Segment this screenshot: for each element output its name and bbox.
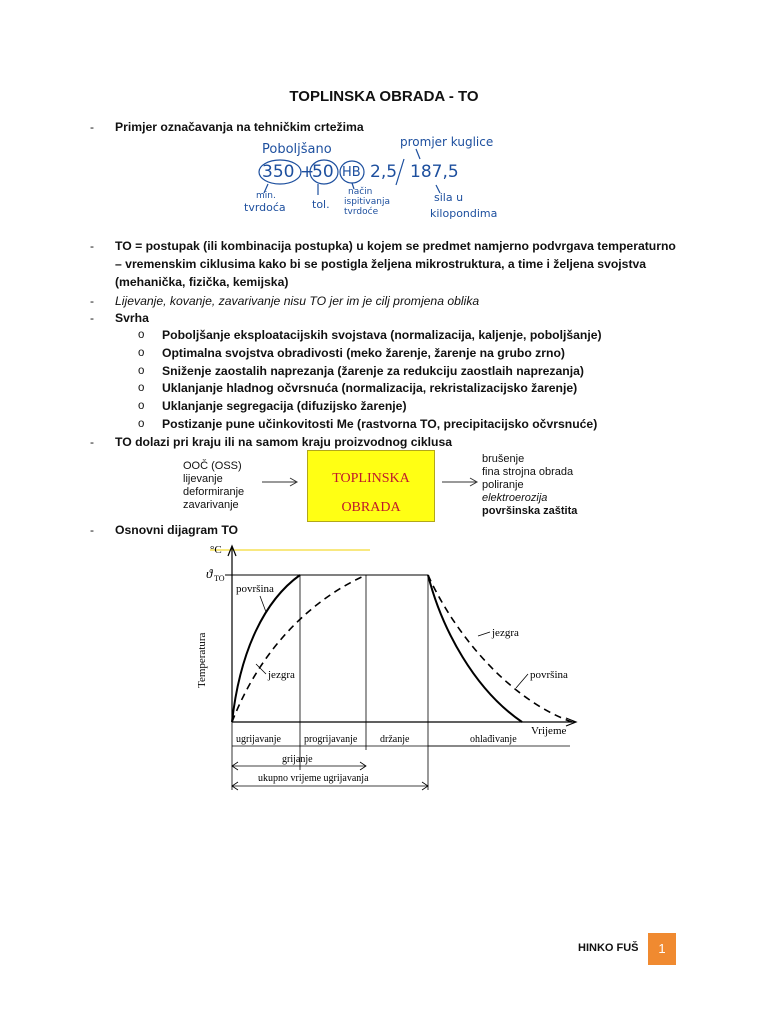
footer-author: HINKO FUŠ	[578, 942, 639, 954]
flow-after-item: površinska zaštita	[482, 505, 578, 517]
bullet-dash: -	[90, 435, 94, 449]
page-number-badge: 1	[648, 933, 676, 965]
flow-before-item: zavarivanje	[183, 499, 239, 511]
bullet-dash: -	[90, 239, 94, 253]
flow-box-line1: TOPLINSKA	[332, 471, 410, 486]
hand-50: 50	[312, 162, 334, 182]
bullet-to-definition-line2: – vremenskim ciklusima kako bi se postigla željena mikrostruktura, a time i željena svojstva	[115, 257, 647, 271]
y-unit-label: °C	[210, 544, 222, 556]
core-label-cooling: jezgra	[492, 627, 519, 639]
hand-plus: +	[300, 162, 315, 182]
heat-treatment-diagram	[180, 540, 600, 800]
y-axis-label: Temperatura	[196, 632, 208, 688]
sub-marker: o	[138, 382, 145, 394]
hand-poboljsano: Poboljšano	[262, 142, 332, 157]
surface-label-heating: površina	[236, 583, 274, 595]
theta-label: ϑ	[206, 566, 213, 581]
bullet-dash: -	[90, 120, 94, 134]
flow-after-item: elektroerozija	[482, 492, 548, 504]
sub-marker: o	[138, 365, 145, 377]
phase-progrijavanje: progrijavanje	[304, 734, 358, 745]
sub-item: Poboljšanje eksploatacijskih svojstava (normalizacija, kaljenje, poboljšanje)	[162, 328, 602, 342]
hand-2-5: 2,5	[370, 162, 398, 182]
core-heating-curve	[232, 575, 366, 722]
grijanje-label: grijanje	[282, 754, 313, 765]
sub-marker: o	[138, 418, 145, 430]
hand-strokes	[240, 135, 510, 230]
bullet-basic-diagram: Osnovni dijagram TO	[115, 523, 239, 537]
theta-sub-label: TO	[214, 574, 225, 583]
hand-nacin: način	[348, 187, 373, 197]
bullet-to-definition-line1: TO = postupak (ili kombinacija postupka) u kojem se predmet namjerno podvrgava temperaturno	[115, 239, 676, 253]
flow-after-item: fina strojna obrada	[482, 466, 574, 478]
sub-item: Optimalna svojstva obradivosti (meko žarenje, žarenje na grubo zrno)	[162, 346, 565, 360]
flow-before	[183, 460, 244, 512]
phase-drzanje: držanje	[380, 734, 410, 745]
hand-sila-u: sila u	[434, 191, 464, 204]
hand-kilopondima: kilopondima	[430, 207, 498, 220]
handwritten-marking-example	[240, 135, 510, 230]
sub-item: Uklanjanje hladnog očvrsnuća (normalizacija, rekristalizacijsko žarenje)	[162, 381, 578, 395]
hand-min: min.	[256, 191, 276, 201]
sub-marker: o	[138, 347, 145, 359]
phase-ohladivanje: ohlađivanje	[470, 734, 517, 745]
bullet-dash: -	[90, 294, 94, 308]
sub-marker: o	[138, 400, 145, 412]
hand-ball-diameter: promjer kuglice	[400, 135, 494, 149]
bullet-dash: -	[90, 523, 94, 537]
bullet-svrha: Svrha	[115, 311, 149, 325]
ukupno-label: ukupno vrijeme ugrijavanja	[258, 773, 369, 784]
sub-item: Sniženje zaostalih naprezanja (žarenje za redukciju zaostlaih naprezanja)	[162, 364, 584, 378]
bullet-to-definition-line3: (mehanička, fizička, kemijska)	[115, 275, 289, 289]
hand-tvrdoca: tvrdoća	[244, 201, 286, 214]
hand-350: 350	[262, 162, 295, 182]
flow-before-item: deformiranje	[183, 486, 245, 498]
bullet-not-to-note: Lijevanje, kovanje, zavarivanje nisu TO jer im je cilj promjena oblika	[115, 294, 480, 308]
flow-arrow-right-icon	[440, 476, 485, 488]
flow-after-item: poliranje	[482, 479, 524, 491]
core-label-heating: jezgra	[268, 669, 295, 681]
flow-arrow-right-icon	[260, 476, 305, 488]
bullet-dash: -	[90, 311, 94, 325]
hand-hb: HB	[342, 165, 361, 180]
page-title: TOPLINSKA OBRADA - TO	[289, 88, 479, 105]
core-cooling-curve	[428, 575, 572, 722]
flow-after-item: brušenje	[482, 453, 525, 465]
hand-tol: tol.	[312, 198, 330, 211]
x-axis-label: Vrijeme	[531, 725, 567, 737]
sub-item: Uklanjanje segregacija (difuzijsko žarenje)	[162, 399, 407, 413]
bullet-production-cycle: TO dolazi pri kraju ili na samom kraju proizvodnog ciklusa	[115, 435, 453, 449]
flow-heat-treatment-box	[307, 450, 435, 522]
sub-marker: o	[138, 329, 145, 341]
hand-ispitivanja: ispitivanja	[344, 197, 390, 207]
hand-tvrdoce: tvrdoće	[344, 207, 379, 217]
surface-label-cooling: površina	[530, 669, 568, 681]
flow-before-item: lijevanje	[183, 473, 223, 485]
hand-187-5: 187,5	[410, 162, 459, 182]
bullet-marking-example: Primjer označavanja na tehničkim crtežima	[115, 120, 364, 134]
flow-box-line2: OBRADA	[341, 500, 401, 515]
flow-before-item: OOČ (OSS)	[183, 460, 242, 472]
phase-ugrijavanje: ugrijavanje	[236, 734, 281, 745]
sub-item: Postizanje pune učinkovitosti Me (rastvorna TO, precipitacijsko očvrsnuće)	[162, 417, 598, 431]
flow-after	[482, 453, 577, 518]
